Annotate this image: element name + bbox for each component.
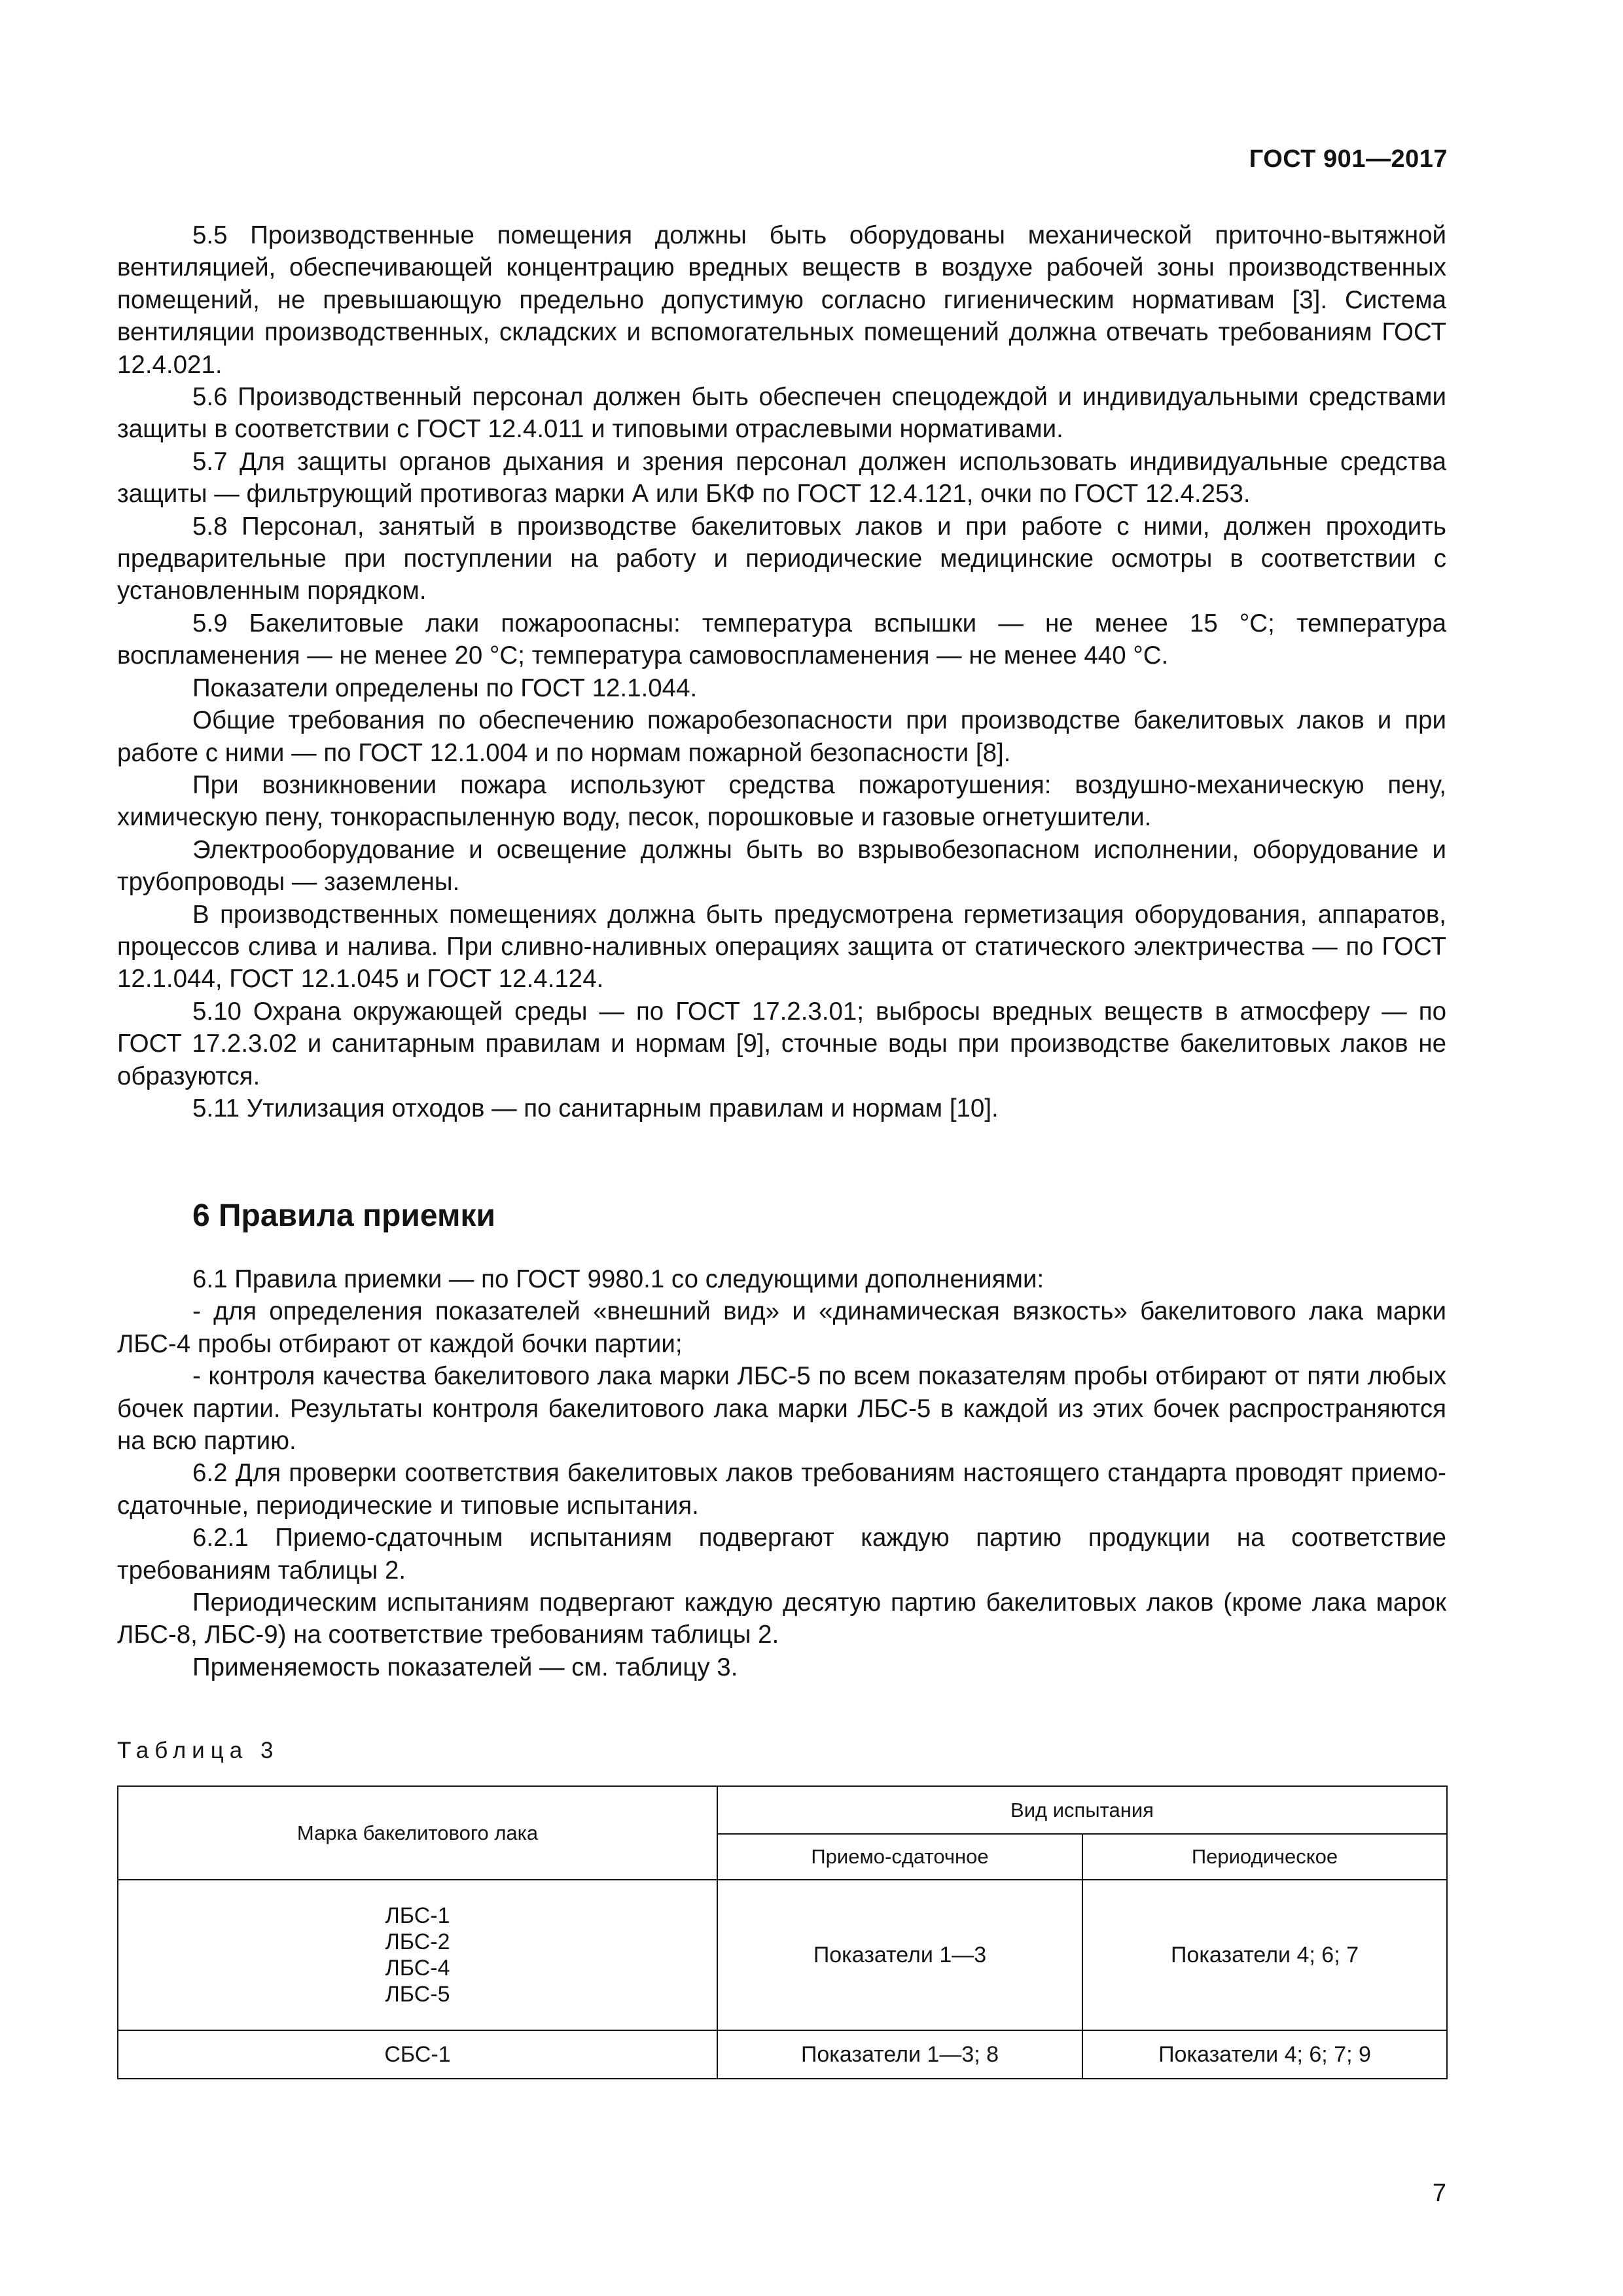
brand-lbs-4: ЛБС-4 (385, 1956, 450, 1981)
paragraph-5-10: 5.10 Охрана окружающей среды — по ГОСТ 17.2.3.01; выбросы вредных веществ в атмосферу — по ГОСТ 17.2.3.02 и санитарным правилам и нормам [9], сточные воды при производстве бакелитовых лаков не образуются. (117, 997, 1446, 1090)
table-header-acceptance: Приемо-сдаточное (717, 1834, 1082, 1880)
paragraph-6-2: 6.2 Для проверки соответствия бакелитовых лаков требованиям настоящего стандарта проводят приемо-сдаточные, периодические и типовые испытания. (117, 1459, 1446, 1520)
table-cell-brands (118, 1880, 717, 2030)
paragraph-fire-extinguishing: При возникновении пожара используют средства пожаротушения: воздушно-механическую пену, химическую пену, тонкораспыленную воду, песок, порошковые и газовые огнетушители. (117, 770, 1446, 832)
table-header-row-1 (118, 1786, 1447, 1834)
paragraph-electrical: Электрооборудование и освещение должны быть во взрывобезопасном исполнении, оборудование и трубопроводы — заземлены. (117, 835, 1446, 897)
table-cell-brand: СБС-1 (118, 2030, 717, 2079)
table-cell-periodic: Показатели 4; 6; 7; 9 (1082, 2030, 1447, 2079)
paragraph-5-11: 5.11 Утилизация отходов — по санитарным правилам и нормам [10]. (192, 1094, 999, 1122)
section-6-body (117, 1263, 1446, 1683)
table-cell-acceptance: Показатели 1—3; 8 (717, 2030, 1082, 2079)
brand-lbs-1: ЛБС-1 (385, 1903, 450, 1928)
paragraph-5-5: 5.5 Производственные помещения должны быть оборудованы механической приточно-вытяжной вентиляцией, обеспечивающей концентрацию вредных веществ в воздухе рабочей зоны производственных помещений, не превышающую предельно допустимую согласно гигиеническим нормативам [3]. Система вентиляции производственных, складских и вспомогательных помещений должна отвечать требованиям ГОСТ 12.4.021. (117, 221, 1446, 379)
table-caption: Таблица 3 (117, 1738, 279, 1763)
paragraph-6-1-item-2: - контроля качества бакелитового лака марки ЛБС-5 по всем показателям пробы отбирают от пяти любых бочек партии. Результаты контроля бакелитового лака марки ЛБС-5 в каждой из этих бочек распространяются на всю партию. (117, 1362, 1446, 1456)
table-cell-acceptance: Показатели 1—3 (717, 1880, 1082, 2030)
section-6-heading: 6 Правила приемки (192, 1198, 496, 1233)
paragraph-6-1-item-1: - для определения показателей «внешний вид» и «динамическая вязкость» бакелитового лака марки ЛБС-4 пробы отбирают от каждой бочки партии; (117, 1297, 1446, 1358)
paragraph-5-9: 5.9 Бакелитовые лаки пожароопасны: температура вспышки — не менее 15 °С; температура воспламенения — не менее 20 °С; температура самовоспламенения — не менее 440 °С. (117, 609, 1446, 670)
paragraph-5-8: 5.8 Персонал, занятый в производстве бакелитовых лаков и при работе с ними, должен проходить предварительные при поступлении на работу и периодические медицинские осмотры в соответствии с установленным порядком. (117, 512, 1446, 605)
document-code: ГОСТ 901—2017 (1249, 145, 1448, 173)
table-header-periodic: Периодическое (1082, 1834, 1447, 1880)
table-header-brand: Марка бакелитового лака (118, 1786, 717, 1880)
table-header-test-type: Вид испытания (717, 1786, 1447, 1834)
paragraph-sealing: В производственных помещениях должна быть предусмотрена герметизация оборудования, аппаратов, процессов слива и налива. При сливно-наливных операциях защита от статического электричества — по ГОСТ 12.1.044, ГОСТ 12.1.045 и ГОСТ 12.4.124. (117, 900, 1446, 994)
table-row (118, 1880, 1447, 2030)
paragraph-5-6: 5.6 Производственный персонал должен быть обеспечен спецодеждой и индивидуальными средствами защиты в соответствии с ГОСТ 12.4.011 и типовыми отраслевыми нормативами. (117, 383, 1446, 444)
page-number: 7 (1432, 2179, 1446, 2207)
paragraph-periodic: Периодическим испытаниям подвергают каждую десятую партию бакелитовых лаков (кроме лака марок ЛБС-8, ЛБС-9) на соответствие требованиям таблицы 2. (117, 1588, 1446, 1649)
table-cell-periodic: Показатели 4; 6; 7 (1082, 1880, 1447, 2030)
table-3-grid (117, 1785, 1448, 2079)
paragraph-fire-safety: Общие требования по обеспечению пожаробезопасности при производстве бакелитовых лаков и при работе с ними — по ГОСТ 12.1.004 и по нормам пожарной безопасности [8]. (117, 706, 1446, 767)
table-row (118, 2030, 1447, 2079)
paragraph-6-1: 6.1 Правила приемки — по ГОСТ 9980.1 со следующими дополнениями: (192, 1265, 1044, 1293)
paragraph-6-2-1: 6.2.1 Приемо-сдаточным испытаниям подвергают каждую партию продукции на соответствие требованиям таблицы 2. (117, 1524, 1446, 1585)
paragraph-5-7: 5.7 Для защиты органов дыхания и зрения персонал должен использовать индивидуальные средства защиты — фильтрующий противогаз марки А или БКФ по ГОСТ 12.4.121, очки по ГОСТ 12.4.253. (117, 447, 1446, 509)
paragraph-applicability: Применяемость показателей — см. таблицу 3. (192, 1653, 738, 1681)
section-5-body (117, 219, 1446, 1124)
brand-lbs-2: ЛБС-2 (385, 1929, 450, 1954)
paragraph-indicators: Показатели определены по ГОСТ 12.1.044. (192, 673, 698, 702)
brand-lbs-5: ЛБС-5 (385, 1982, 450, 2007)
table-3 (117, 1785, 1446, 2079)
